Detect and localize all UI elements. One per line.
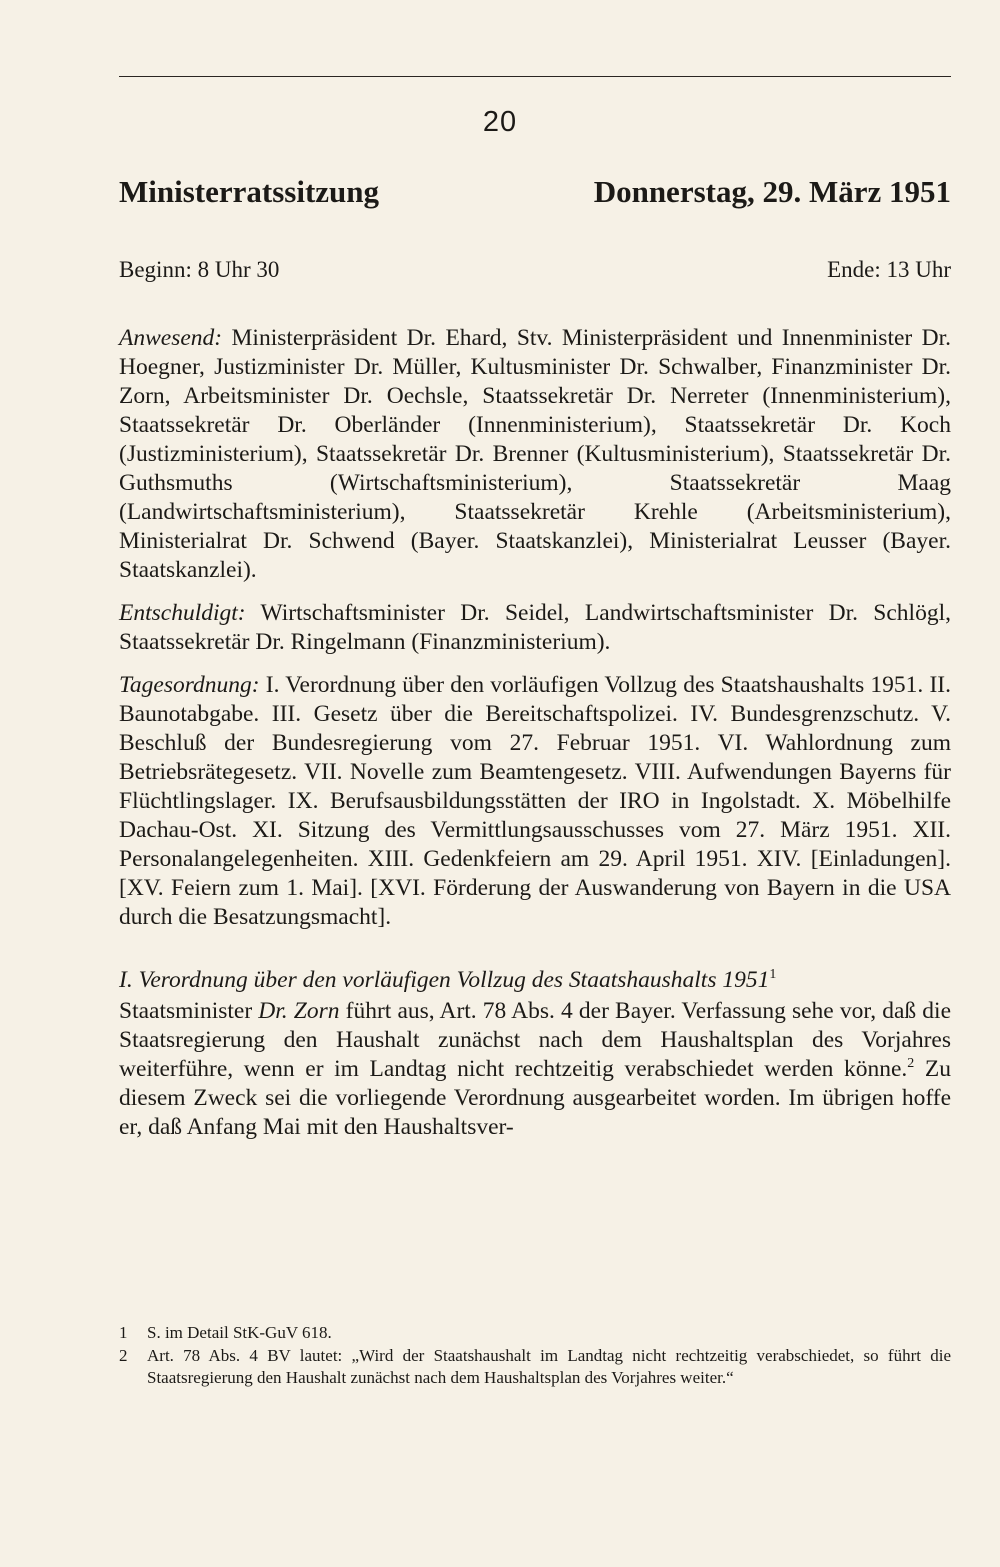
document-number: 20 — [482, 106, 518, 138]
footnote-ref-2: 2 — [907, 1056, 915, 1072]
present-text: Ministerpräsident Dr. Ehard, Stv. Ministerpräsident und Innenminister Dr. Hoegner, Justizminister Dr. Müller, Kultusminister Dr. Schwalber, Finanzminister Dr. Zorn, Arbeitsminister Dr. Oechsle, Staatssekretär Dr. Nerreter (Innenministerium), Staatssekretär Dr. Oberländer (Innenministerium), Staatssekretär Dr. Koch (Justizministerium), Staatssekretär Dr. Brenner (Kultusministerium), Staatssekretär Dr. Guthsmuths (Wirtschaftsministerium), Staatssekretär Maag (Landwirtschaftsministerium), Staatssekretär Krehle (Arbeitsministerium), Ministerialrat Dr. Schwend (Bayer. Staatskanzlei), Ministerialrat Leusser (Bayer. Staatskanzlei). — [119, 325, 951, 583]
agenda-label: Tagesordnung: — [119, 672, 260, 698]
footnote — [119, 1322, 951, 1344]
footnote-text: S. im Detail StK-GuV 618. — [147, 1323, 332, 1342]
section-text-b: führt aus, Art. 78 Abs. 4 der Bayer. Verfassung sehe vor, daß die Staatsregierung den Haushalt zunächst nach dem Haushaltsplan des Vorjahres weiterführe, wenn er im Landtag nicht rechtzeitig verabschiedet werden könne. — [119, 998, 951, 1082]
agenda-paragraph — [119, 671, 951, 932]
excused-text: Wirtschaftsminister Dr. Seidel, Landwirtschaftsminister Dr. Schlögl, Staatssekretär Dr. Ringelmann (Finanzministerium). — [119, 600, 951, 655]
end-time: Ende: 13 Uhr — [827, 257, 951, 282]
footnote-number: 2 — [119, 1346, 128, 1365]
footnote-text: Art. 78 Abs. 4 BV lautet: „Wird der Staatshaushalt im Landtag nicht rechtzeitig verabschiedet, so führt die Staatsregierung den Haushalt zunächst nach dem Haushaltsplan des Vorjahres weiter.“ — [147, 1346, 951, 1387]
session-date: Donnerstag, 29. März 1951 — [593, 174, 951, 209]
attendance-paragraph — [119, 324, 951, 585]
title-row — [119, 174, 951, 214]
section-heading-text: I. Verordnung über den vorläufigen Vollzug des Staatshaushalts 1951 — [119, 967, 770, 993]
footnote-ref-1: 1 — [769, 967, 777, 983]
present-label: Anwesend: — [119, 325, 223, 351]
main-text — [119, 324, 951, 1156]
section-heading — [119, 966, 951, 995]
header-rule — [119, 76, 951, 77]
time-row — [119, 257, 951, 287]
section-text-a: Staatsminister — [119, 998, 259, 1024]
begin-time: Beginn: 8 Uhr 30 — [119, 257, 280, 282]
excused-paragraph — [119, 599, 951, 657]
excused-label: Entschuldigt: — [119, 600, 246, 626]
footnotes — [119, 1322, 951, 1390]
section-paragraph — [119, 997, 951, 1142]
agenda-text: I. Verordnung über den vorläufigen Vollzug des Staatshaushalts 1951. II. Baunotabgabe. III. Gesetz über die Bereitschaftspolizei. IV. Bundesgrenzschutz. V. Beschluß der Bundesregierung vom 27. Februar 1951. VI. Wahlordnung zum Betriebsrätegesetz. VII. Novelle zum Beamtengesetz. VIII. Aufwendungen Bayerns für Flüchtlingslager. IX. Berufsausbildungsstätten der IRO in Ingolstadt. X. Möbelhilfe Dachau-Ost. XI. Sitzung des Vermittlungsausschusses vom 27. März 1951. XII. Personalangelegenheiten. XIII. Gedenkfeiern am 29. April 1951. XIV. [Einladungen]. [XV. Feiern zum 1. Mai]. [XVI. Förderung der Auswanderung von Bayern in die USA durch die Besatzungsmacht]. — [119, 672, 951, 930]
session-title: Ministerratssitzung — [119, 174, 380, 209]
footnote-number: 1 — [119, 1323, 128, 1342]
footnote — [119, 1345, 951, 1389]
speaker-name: Dr. Zorn — [258, 998, 340, 1024]
section-text-c: Zu diesem Zweck sei die vorliegende Verordnung ausgearbeitet worden. Im übrigen hoffe er, daß Anfang Mai mit den Haushaltsver- — [119, 1056, 951, 1140]
